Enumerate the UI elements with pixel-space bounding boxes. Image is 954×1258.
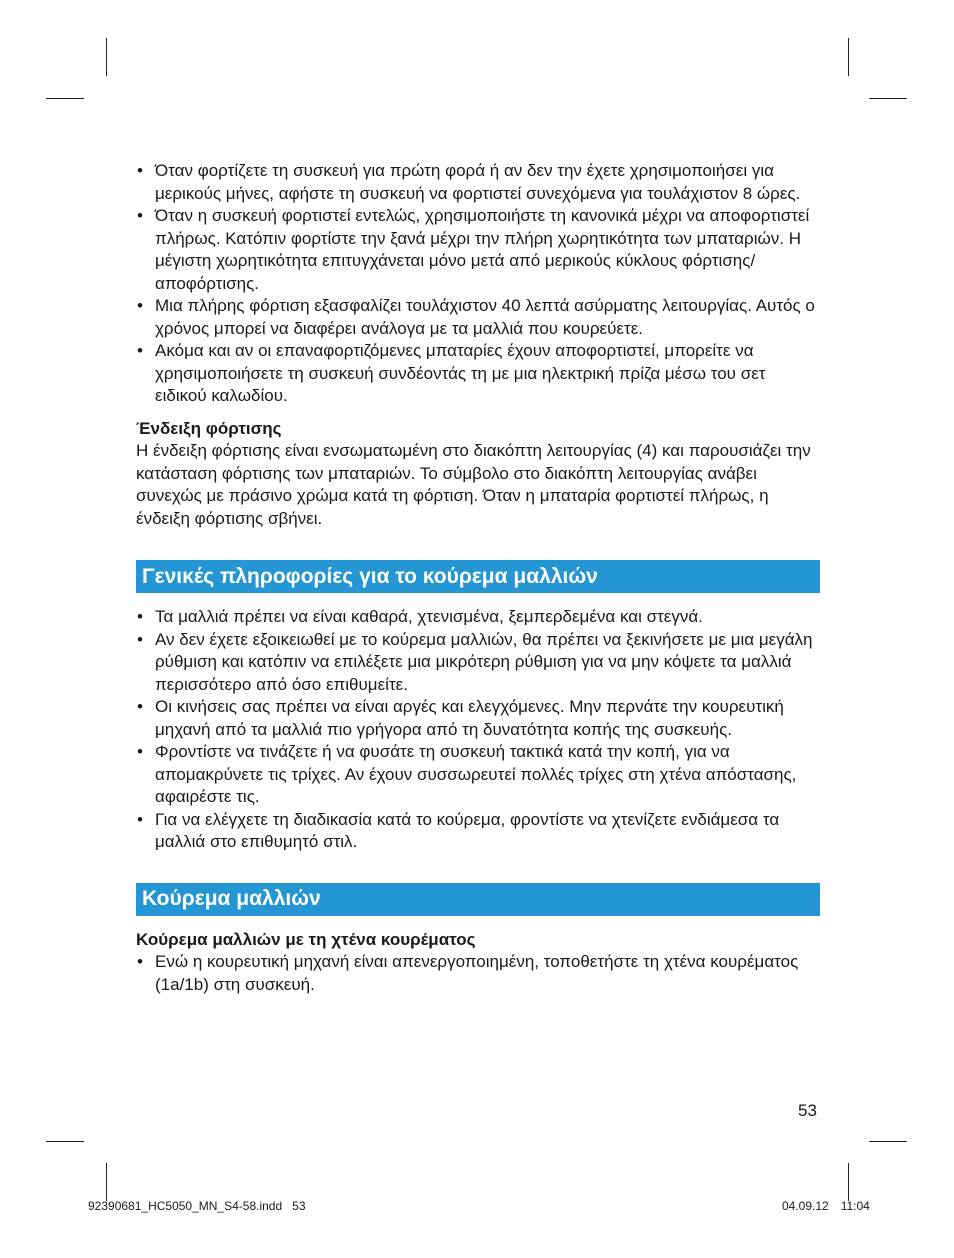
list-item: • Όταν φορτίζετε τη συσκευή για πρώτη φορά ή αν δεν την έχετε χρησιμοποιήσει για μερικούς μήνες, αφήστε τη συσκευή να φορτιστεί συνεχόμενα για τουλάχιστον 8 ώρες. [136,160,820,205]
page-content [136,160,820,996]
charging-indicator-heading: Ένδειξη φόρτισης [136,418,282,438]
list-item: • Οι κινήσεις σας πρέπει να είναι αργές και ελεγχόμενες. Μην περνάτε την κουρευτική μηχανή από τα μαλλιά πιο γρήγορα από τη δυνατότητα κοπής της συσκευής. [136,696,820,741]
footer-timestamp [782,1199,870,1213]
list-item: • Ενώ η κουρευτική μηχανή είναι απενεργοποιημένη, τοποθετήστε τη χτένα κουρέματος (1a/1b) στη συσκευή. [136,951,820,996]
list-item: • Αν δεν έχετε εξοικειωθεί με το κούρεμα μαλλιών, θα πρέπει να ξεκινήσετε με μια μεγάλη ρύθμιση και κατόπιν να επιλέξετε μια μικρότερη ρύθμιση για να μην κόψετε τα μαλλιά περισσότερο από όσο επιθυμείτε. [136,629,820,697]
list-item: • Για να ελέγχετε τη διαδικασία κατά το κούρεμα, φροντίστε να χτενίζετε ενδιάμεσα τα μαλλιά στο επιθυμητό στιλ. [136,809,820,854]
general-info-bullet-list [136,606,820,854]
haircut-bullet-list [136,951,820,996]
list-item: • Όταν η συσκευή φορτιστεί εντελώς, χρησιμοποιήστε τη κανονικά μέχρι να αποφορτιστεί πλήρως. Κατόπιν φορτίστε την ξανά μέχρι την πλήρη χωρητικότητα των μπαταριών. Η μέγιστη χωρητικότητα επιτυγχάνεται μόνο μετά από μερικούς κύκλους φόρτισης/αποφόρτισης. [136,205,820,295]
crop-mark-bottom-right-h [869,1141,907,1142]
haircut-subheading: Κούρεμα μαλλιών με τη χτένα κουρέματος [136,929,476,949]
crop-mark-bottom-right-v [848,1163,849,1201]
crop-mark-top-left-h [46,98,84,99]
footer-time: 11:04 [840,1199,870,1213]
charging-indicator-text: Η ένδειξη φόρτισης είναι ενσωματωμένη στο διακόπτη λειτουργίας (4) και παρουσιάζει την κατάσταση φόρτισης των μπαταριών. Το σύμβολο στο διακόπτη λειτουργίας ανάβει συνεχώς με πράσινο χρώμα κατά τη φόρτιση. Όταν η μπαταρία φορτιστεί πλήρως, η ένδειξη φόρτισης σβήνει. [136,441,811,528]
crop-mark-bottom-left-h [46,1141,84,1142]
crop-mark-top-right-v [848,38,849,76]
footer-date: 04.09.12 [782,1199,829,1213]
page-number: 53 [798,1101,817,1120]
list-item: • Τα μαλλιά πρέπει να είναι καθαρά, χτενισμένα, ξεμπερδεμένα και στεγνά. [136,606,820,629]
section-header-general-info: Γενικές πληροφορίες για το κούρεμα μαλλιών [136,560,820,593]
section-header-haircut: Κούρεμα μαλλιών [136,883,820,916]
crop-mark-top-left-v [106,38,107,76]
list-item: • Ακόμα και αν οι επαναφορτιζόμενες μπαταρίες έχουν αποφορτιστεί, μπορείτε να χρησιμοποιήσετε τη συσκευή συνδέοντάς τη με μια ηλεκτρική πρίζα μέσω του σετ ειδικού καλωδίου. [136,340,820,408]
crop-mark-bottom-left-v [106,1163,107,1201]
footer-file-info: 92390681_HC5050_MN_S4-58.indd 53 [88,1199,306,1213]
list-item: • Φροντίστε να τινάζετε ή να φυσάτε τη συσκευή τακτικά κατά την κοπή, για να απομακρύνετε τις τρίχες. Αν έχουν συσσωρευτεί πολλές τρίχες στη χτένα απόστασης, αφαιρέστε τις. [136,741,820,809]
list-item: • Μια πλήρης φόρτιση εξασφαλίζει τουλάχιστον 40 λεπτά ασύρματης λειτουργίας. Αυτός ο χρόνος μπορεί να διαφέρει ανάλογα με τα μαλλιά που κουρεύετε. [136,295,820,340]
crop-mark-top-right-h [869,98,907,99]
intro-bullet-list [136,160,820,408]
